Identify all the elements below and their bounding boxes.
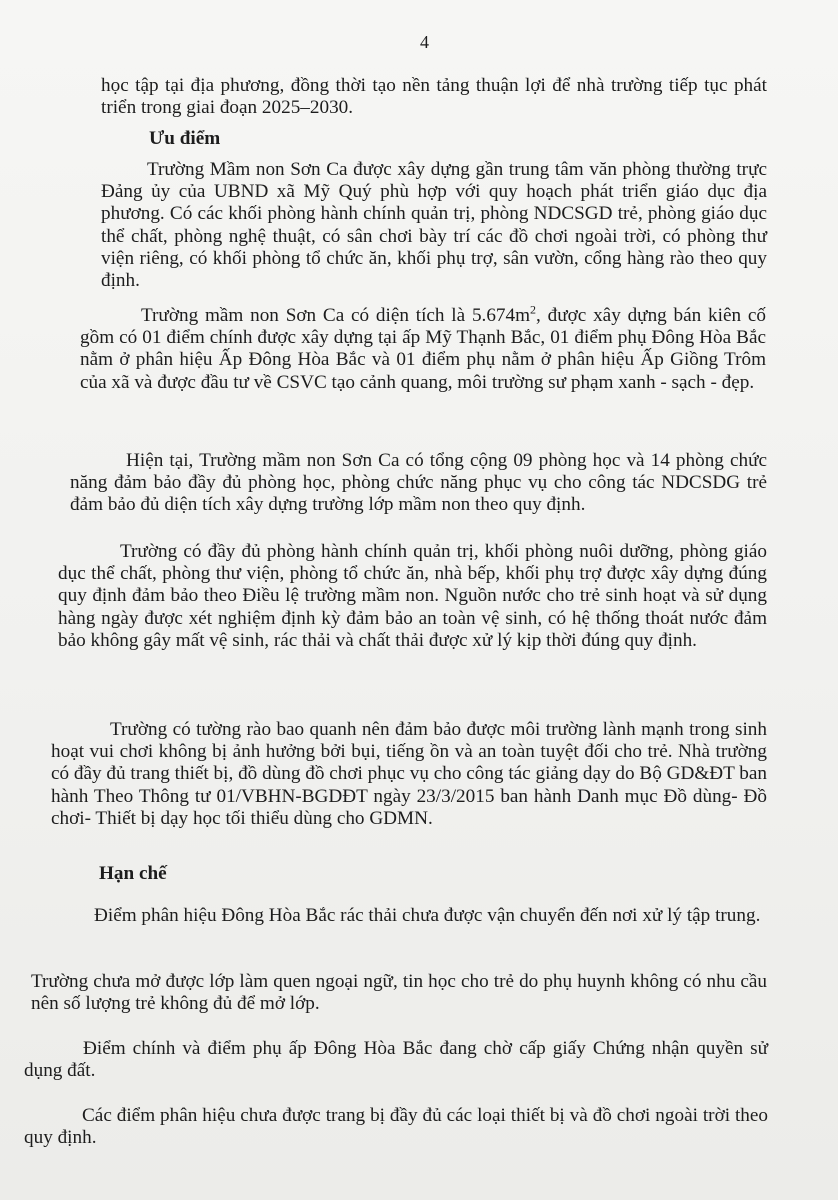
intro-paragraph: học tập tại địa phương, đồng thời tạo nền tảng thuận lợi để nhà trường tiếp tục phát triển trong giai đoạn 2025–2030. — [101, 75, 767, 119]
section-1-paragraph-1: Trường Mầm non Sơn Ca được xây dựng gần trung tâm văn phòng thường trực Đảng ủy của UBND xã Mỹ Quý phù hợp với quy hoạch phát triển giáo dục địa phương. Có các khối phòng hành chính quản trị, phòng NDCSGD trẻ, phòng giáo dục thể chất, phòng nghệ thuật, có sân chơi bày trí các đồ chơi ngoài trời, có phòng thư viện riêng, có khối phòng tổ chức ăn, khối phụ trợ, sân vườn, cổng hàng rào theo quy định. — [101, 159, 767, 292]
section-1-paragraph-5: Trường có tường rào bao quanh nên đảm bảo được môi trường lành mạnh trong sinh hoạt vui chơi không bị ảnh hưởng bởi bụi, tiếng ồn và an toàn tuyệt đối cho trẻ. Nhà trường có đầy đủ trang thiết bị, đồ dùng đồ chơi phục vụ cho công tác giảng dạy do Bộ GD&ĐT ban hành Theo Thông tư 01/VBHN-BGDĐT ngày 23/3/2015 ban hành Danh mục Đồ dùng- Đồ chơi- Thiết bị dạy học tối thiểu dùng cho GDMN. — [51, 719, 767, 829]
section-2-title: Hạn chế — [99, 863, 167, 884]
section-2-paragraph-4: Các điểm phân hiệu chưa được trang bị đầy đủ các loại thiết bị và đồ chơi ngoài trời theo quy định. — [24, 1105, 768, 1149]
section-1-paragraph-2-after: , được xây dựng bán kiên cố gồm có 01 điểm chính được xây dựng tại ấp Mỹ Thạnh Bắc, 01 điểm phụ Đông Hòa Bắc nằm ở phân hiệu Ấp Đông Hòa Bắc và 01 điểm phụ nằm ở phân hiệu Ấp Giồng Trôm của xã và được đầu tư về CSVC tạo cảnh quang, môi trường sư phạm xanh - sạch - đẹp. — [80, 305, 766, 393]
section-1-title: Ưu điểm — [149, 128, 221, 149]
section-1-paragraph-2 — [80, 302, 766, 394]
section-1-paragraph-3: Hiện tại, Trường mầm non Sơn Ca có tổng cộng 09 phòng học và 14 phòng chức năng đảm bảo đầy đủ phòng học, phòng chức năng phục vụ cho công tác NDCSDG trẻ đảm bảo đủ diện tích xây dựng trường lớp mầm non theo quy định. — [70, 450, 767, 516]
area-superscript: 2 — [530, 302, 537, 317]
section-1-paragraph-4: Trường có đầy đủ phòng hành chính quản trị, khối phòng nuôi dưỡng, phòng giáo dục thể chất, phòng thư viện, phòng tổ chức ăn, nhà bếp, khối phụ trợ được xây dựng đúng quy định đảm bảo theo Điều lệ trường mầm non. Nguồn nước cho trẻ sinh hoạt và sử dụng hàng ngày được xét nghiệm định kỳ đảm bảo an toàn vệ sinh, có hệ thống thoát nước đảm bảo không gây mất vệ sinh, rác thải và chất thải được xử lý kịp thời đúng quy định. — [58, 541, 767, 651]
section-2-paragraph-2: Trường chưa mở được lớp làm quen ngoại ngữ, tin học cho trẻ do phụ huynh không có nhu cầu nên số lượng trẻ không đủ để mở lớp. — [31, 971, 767, 1015]
section-1-paragraph-2-before: Trường mầm non Sơn Ca có diện tích là 5.674m — [141, 305, 531, 326]
section-2-paragraph-1: Điểm phân hiệu Đông Hòa Bắc rác thải chưa được vận chuyển đến nơi xử lý tập trung. — [94, 905, 761, 926]
page-number: 4 — [420, 32, 429, 52]
section-2-paragraph-3: Điểm chính và điểm phụ ấp Đông Hòa Bắc đang chờ cấp giấy Chứng nhận quyền sử dụng đất. — [24, 1038, 768, 1082]
